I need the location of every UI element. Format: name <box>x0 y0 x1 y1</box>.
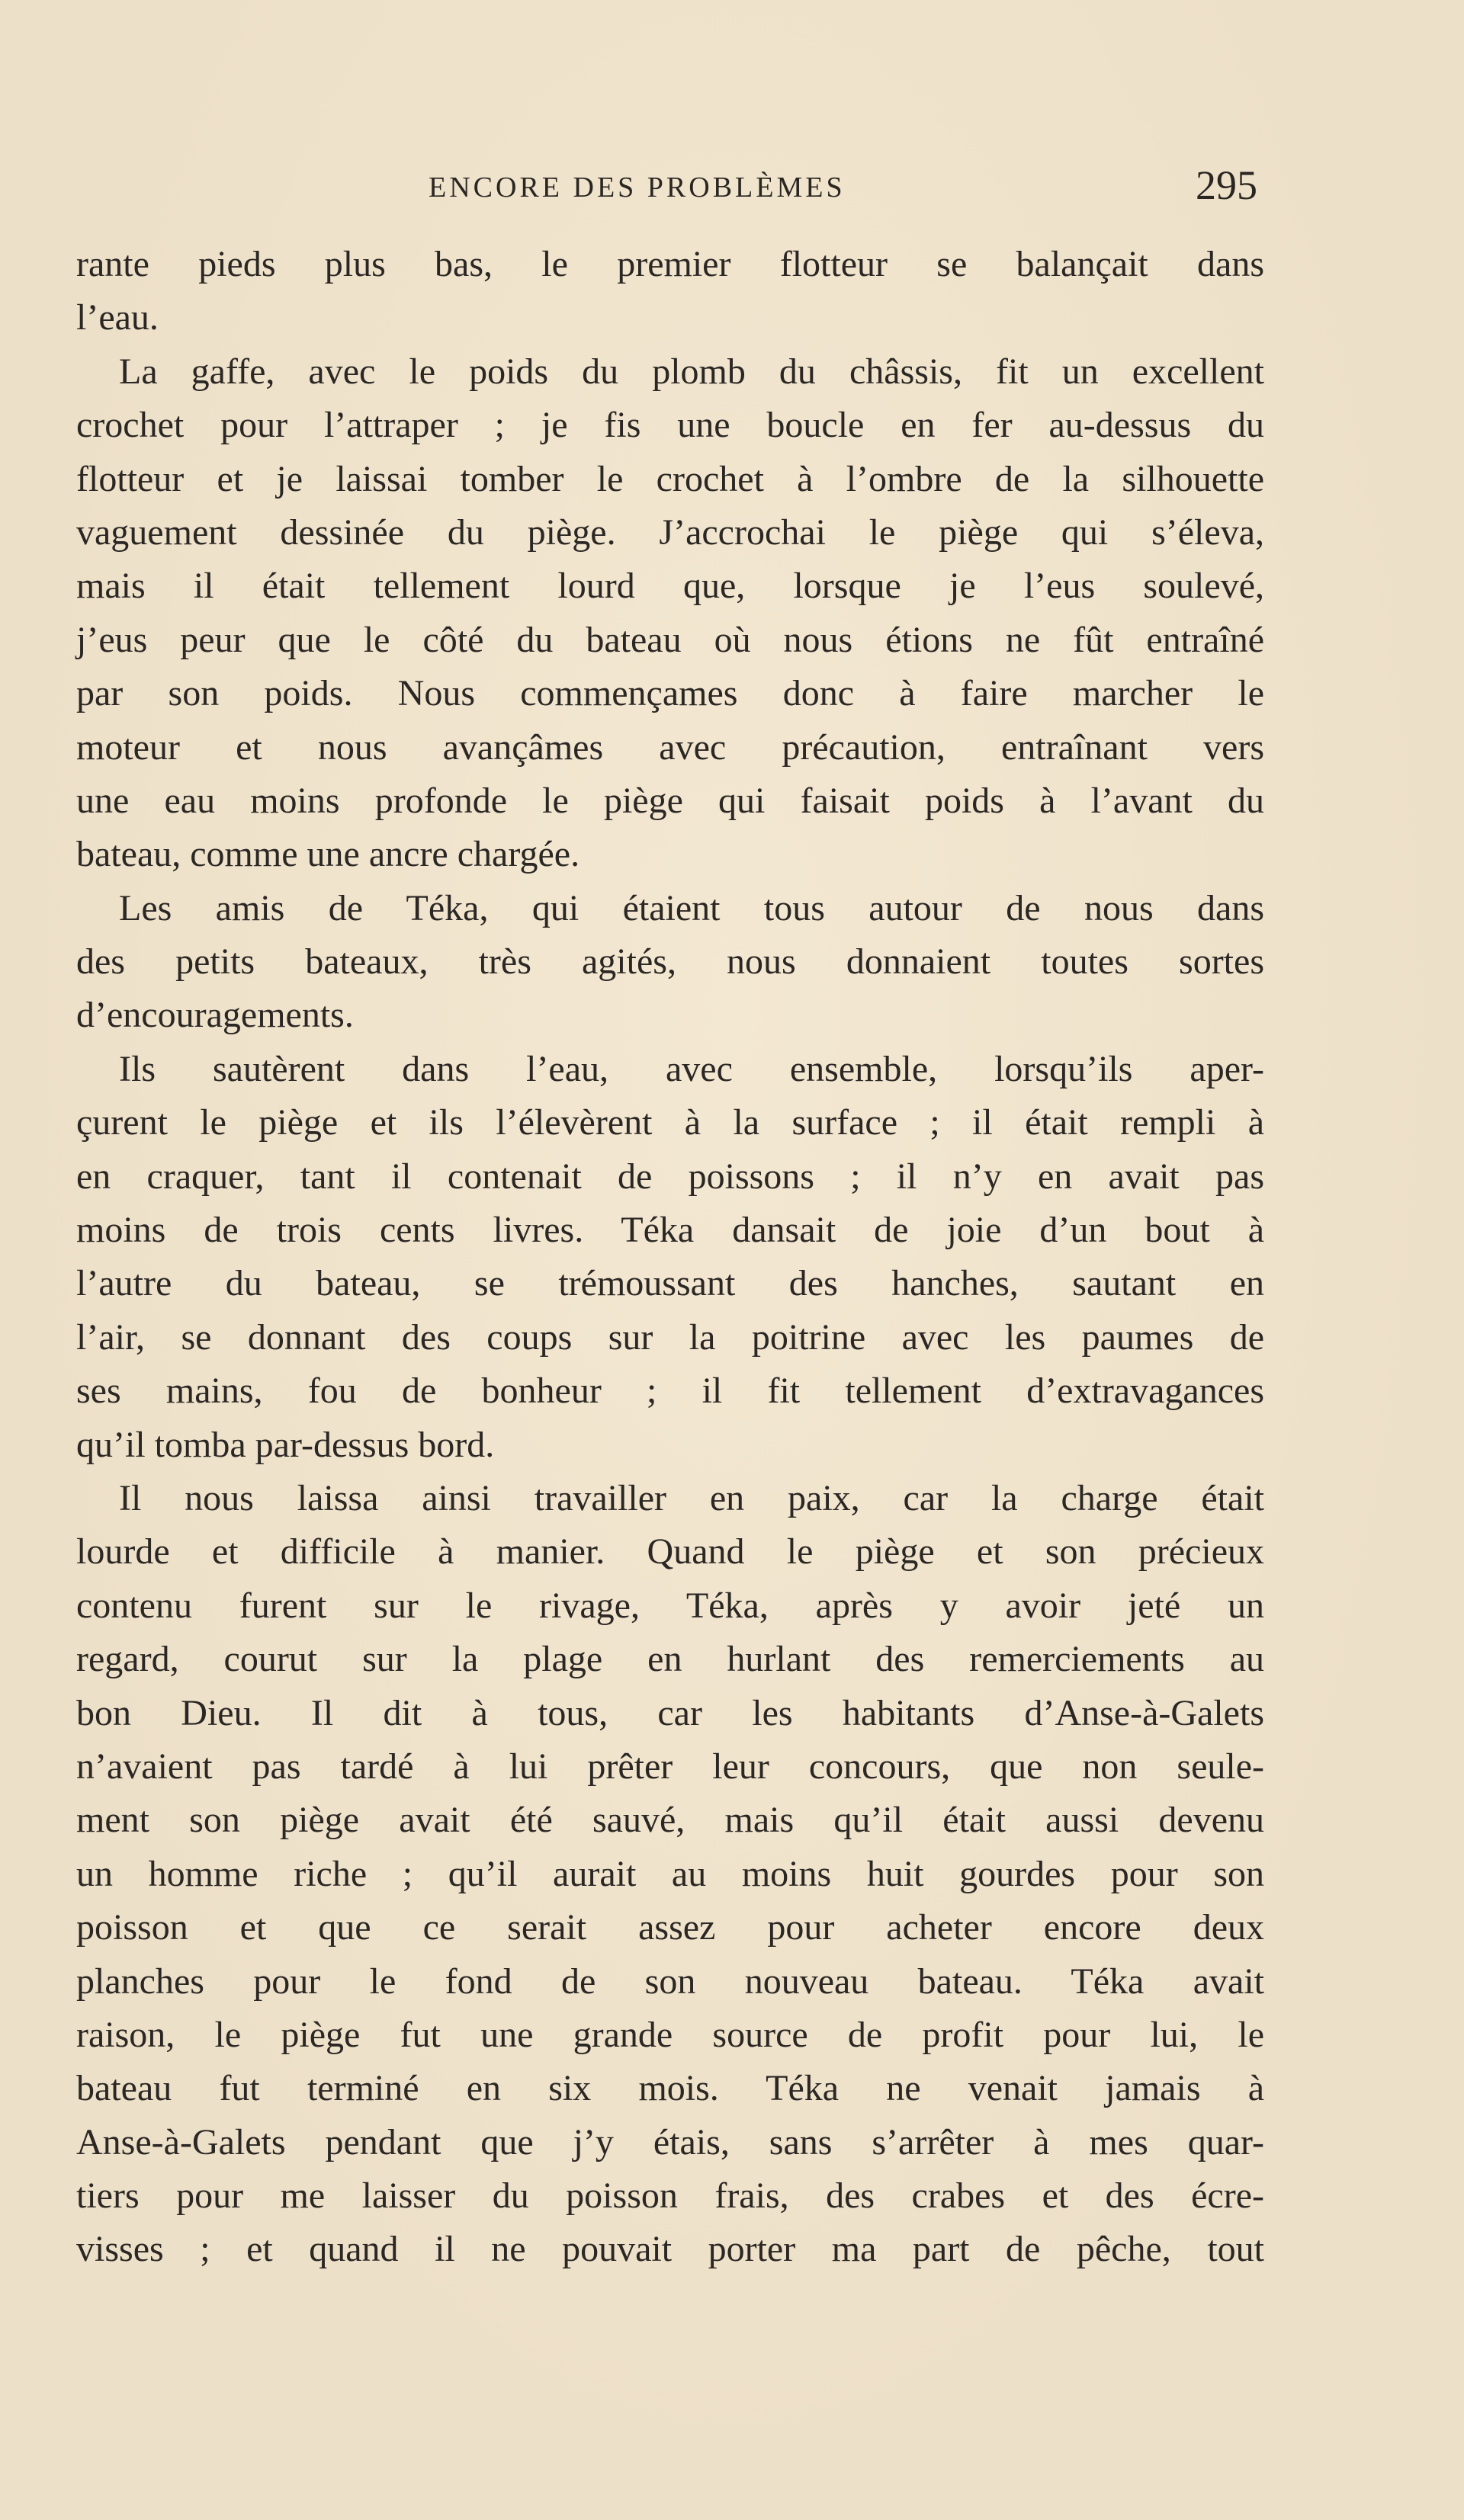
text-line: l’autre du bateau, se trémoussant des hanches, sautant en <box>76 1263 1264 1304</box>
text-line: Il nous laissa ainsi travailler en paix, car la charge était <box>119 1477 1264 1518</box>
text-line: ses mains, fou de bonheur ; il fit tellement d’extravagances <box>76 1371 1264 1412</box>
text-line: l’eau. <box>76 297 159 338</box>
text-line: La gaffe, avec le poids du plomb du châssis, fit un excellent <box>119 351 1264 392</box>
text-line: regard, courut sur la plage en hurlant des remerciements au <box>76 1639 1264 1680</box>
text-line: moteur et nous avançâmes avec précaution, entraînant vers <box>76 726 1264 768</box>
text-line: d’encouragements. <box>76 995 354 1036</box>
text-line: bateau, comme une ancre chargée. <box>76 834 580 875</box>
text-line: par son poids. Nous commençames donc à faire marcher le <box>76 673 1264 714</box>
text-line: mais il était tellement lourd que, lorsque je l’eus soulevé, <box>76 566 1264 607</box>
text-line: tiers pour me laisser du poisson frais, des crabes et des écre- <box>76 2175 1264 2217</box>
running-header <box>0 162 1464 212</box>
text-line: çurent le piège et ils l’élevèrent à la surface ; il était rempli à <box>76 1102 1264 1143</box>
text-line: contenu furent sur le rivage, Téka, après y avoir jeté un <box>76 1585 1264 1626</box>
page-number: 295 <box>1196 162 1257 208</box>
text-line: n’avaient pas tardé à lui prêter leur concours, que non seule- <box>76 1746 1264 1787</box>
text-line: une eau moins profonde le piège qui faisait poids à l’avant du <box>76 780 1264 821</box>
text-line: ment son piège avait été sauvé, mais qu’il était aussi devenu <box>76 1800 1264 1841</box>
text-line: j’eus peur que le côté du bateau où nous étions ne fût entraîné <box>76 619 1264 660</box>
text-line: planches pour le fond de son nouveau bateau. Téka avait <box>76 1961 1264 2002</box>
text-line: Ils sautèrent dans l’eau, avec ensemble, lorsqu’ils aper- <box>119 1048 1264 1089</box>
text-line: rante pieds plus bas, le premier flotteur se balançait dans <box>76 244 1264 284</box>
text-line: flotteur et je laissai tomber le crochet à l’ombre de la silhouette <box>76 458 1264 499</box>
text-line: l’air, se donnant des coups sur la poitrine avec les paumes de <box>76 1316 1264 1358</box>
paragraph <box>76 238 1264 345</box>
text-line: poisson et que ce serait assez pour acheter encore deux <box>76 1907 1264 1948</box>
paragraph <box>76 882 1264 1043</box>
text-line: bateau fut terminé en six mois. Téka ne venait jamais à <box>76 2068 1264 2109</box>
paragraph <box>76 1472 1264 2277</box>
paragraph <box>76 345 1264 882</box>
running-title: ENCORE DES PROBLÈMES <box>429 172 846 204</box>
text-line: des petits bateaux, très agités, nous donnaient toutes sortes <box>76 941 1264 983</box>
text-line: en craquer, tant il contenait de poissons ; il n’y en avait pas <box>76 1156 1264 1197</box>
paragraph <box>76 1043 1264 1472</box>
text-line: Anse-à-Galets pendant que j’y étais, sans s’arrêter à mes quar- <box>76 2121 1264 2163</box>
text-line: lourde et difficile à manier. Quand le piège et son précieux <box>76 1531 1264 1573</box>
text-line: vaguement dessinée du piège. J’accrochai le piège qui s’éleva, <box>76 511 1264 553</box>
text-line: bon Dieu. Il dit à tous, car les habitants d’Anse-à-Galets <box>76 1692 1264 1733</box>
body-text <box>76 238 1264 2277</box>
text-line: moins de trois cents livres. Téka dansait de joie d’un bout à <box>76 1210 1264 1251</box>
text-line: raison, le piège fut une grande source de profit pour lui, le <box>76 2014 1264 2055</box>
text-line: Les amis de Téka, qui étaient tous autour de nous dans <box>119 887 1264 928</box>
text-line: visses ; et quand il ne pouvait porter ma part de pêche, tout <box>76 2229 1264 2270</box>
text-line: qu’il tomba par-dessus bord. <box>76 1424 495 1465</box>
text-line: crochet pour l’attraper ; je fis une boucle en fer au-dessus du <box>76 405 1264 446</box>
text-line: un homme riche ; qu’il aurait au moins huit gourdes pour son <box>76 1853 1264 1894</box>
